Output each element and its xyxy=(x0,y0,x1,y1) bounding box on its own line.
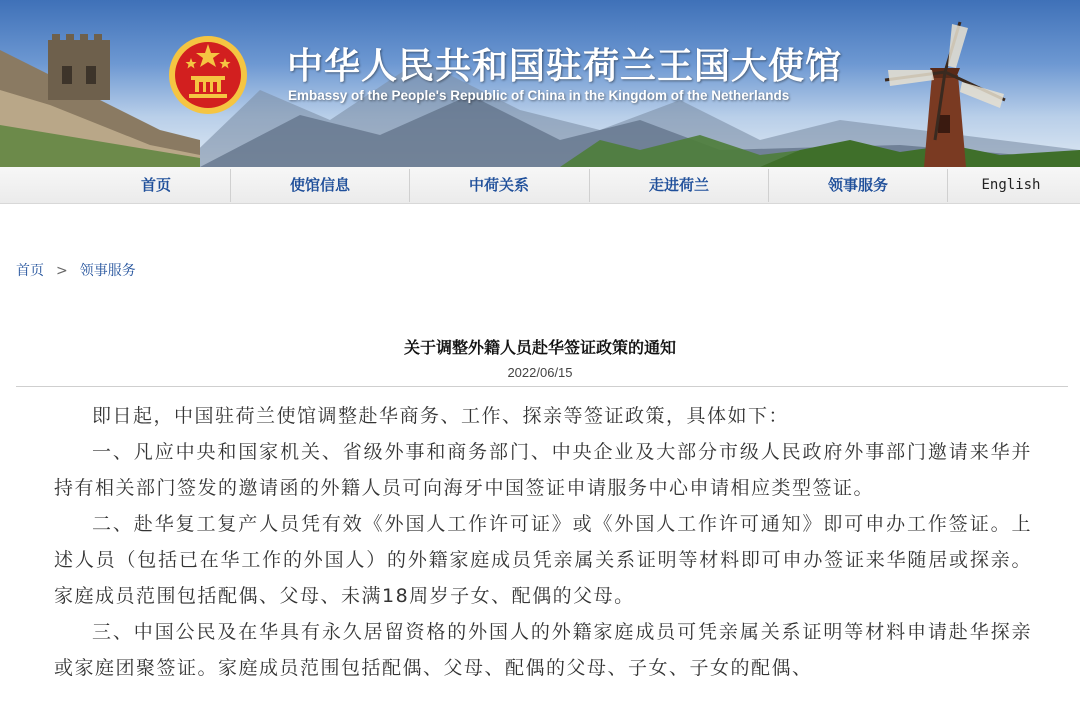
article-date: 2022/06/15 xyxy=(507,365,573,380)
site-title-english: Embassy of the People's Republic of China in the Kingdom of the Netherlands xyxy=(288,88,790,103)
breadcrumb-consular-link[interactable]: 领事服务 xyxy=(79,263,136,279)
nav-item-embassy-info[interactable]: 使馆信息 xyxy=(289,176,350,194)
title-divider xyxy=(16,386,1068,387)
header-banner xyxy=(0,0,1080,167)
nav-item-consular-services[interactable]: 领事服务 xyxy=(827,176,888,194)
article-paragraph: 即日起，中国驻荷兰使馆调整赴华商务、工作、探亲等签证政策，具体如下： xyxy=(92,405,790,427)
chevron-right-icon: > xyxy=(56,263,68,279)
article-paragraph: 三、中国公民及在华具有永久居留资格的外国人的外籍家庭成员可凭亲属关系证明等材料申请赴华探亲或家庭团聚签证。家庭成员范围包括配偶、父母、配偶的父母、子女、子女的配偶、 xyxy=(54,621,1032,679)
nav-item-home[interactable]: 首页 xyxy=(140,176,171,194)
breadcrumb-home-link[interactable]: 首页 xyxy=(16,263,44,279)
article-paragraph: 一、凡应中央和国家机关、省级外事和商务部门、中央企业及大部分市级人民政府外事部门邀请来华并持有相关部门签发的邀请函的外籍人员可向海牙中国签证申请服务中心申请相应类型签证。 xyxy=(54,441,1032,499)
nav-item-china-netherlands-relations[interactable]: 中荷关系 xyxy=(468,176,529,194)
site-title-chinese: 中华人民共和国驻荷兰王国大使馆 xyxy=(287,46,843,87)
national-emblem-icon xyxy=(167,34,249,116)
article-body xyxy=(54,398,1032,686)
main-navigation xyxy=(0,167,1080,204)
nav-item-about-netherlands[interactable]: 走进荷兰 xyxy=(648,176,709,194)
windmill-image xyxy=(880,20,1010,167)
article-paragraph: 二、赴华复工复产人员凭有效《外国人工作许可证》或《外国人工作许可通知》即可申办工作签证。上述人员（包括已在华工作的外国人）的外籍家庭成员凭亲属关系证明等材料即可申办签证来华随居或探亲。家庭成员范围包括配偶、父母、未满18周岁子女、配偶的父母。 xyxy=(54,513,1032,607)
breadcrumb xyxy=(16,260,136,280)
article-title: 关于调整外籍人员赴华签证政策的通知 xyxy=(403,338,676,357)
nav-item-english[interactable]: English xyxy=(981,177,1041,193)
